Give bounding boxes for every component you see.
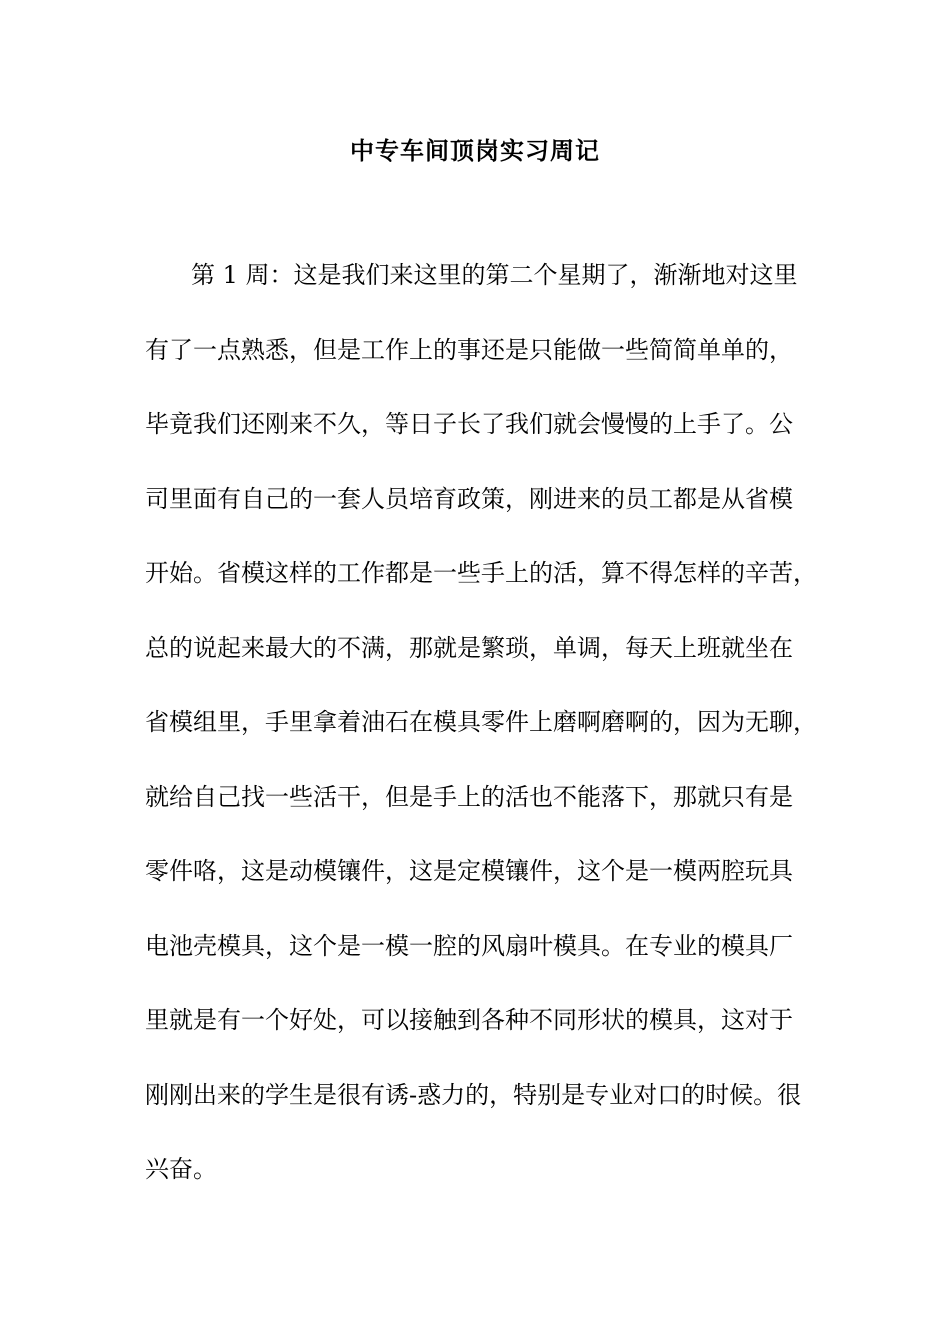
paragraph-line: 刚刚出来的学生是很有诱-惑力的，特别是专业对口的时候。很 <box>145 1080 802 1109</box>
paragraph-line: 兴奋。 <box>145 1155 217 1183</box>
paragraph-line: 有了一点熟悉，但是工作上的事还是只能做一些简简单单的， <box>145 335 793 364</box>
paragraph-line: 毕竟我们还刚来不久，等日子长了我们就会慢慢的上手了。公 <box>145 410 793 438</box>
paragraph-line: 零件咯，这是动模镶件，这是定模镶件，这个是一模两腔玩具 <box>145 857 793 885</box>
paragraph-line: 里就是有一个好处，可以接触到各种不同形状的模具，这对于 <box>145 1006 793 1034</box>
paragraph-line: 开始。省模这样的工作都是一些手上的活，算不得怎样的辛苦， <box>145 559 817 587</box>
paragraph-line: 省模组里，手里拿着油石在模具零件上磨啊磨啊的，因为无聊， <box>145 708 817 736</box>
paragraph-line: 司里面有自己的一套人员培育政策，刚进来的员工都是从省模 <box>145 484 793 513</box>
paragraph-line: 第 1 周：这是我们来这里的第二个星期了，渐渐地对这里 <box>191 261 798 289</box>
document-body <box>145 257 835 1226</box>
paragraph-line: 电池壳模具，这个是一模一腔的风扇叶模具。在专业的模具厂 <box>145 931 793 960</box>
document-title: 中专车间顶岗实习周记 <box>350 136 600 165</box>
paragraph-line: 总的说起来最大的不满，那就是繁琐，单调，每天上班就坐在 <box>145 633 793 662</box>
paragraph-line: 就给自己找一些活干，但是手上的活也不能落下，那就只有是 <box>145 782 793 811</box>
